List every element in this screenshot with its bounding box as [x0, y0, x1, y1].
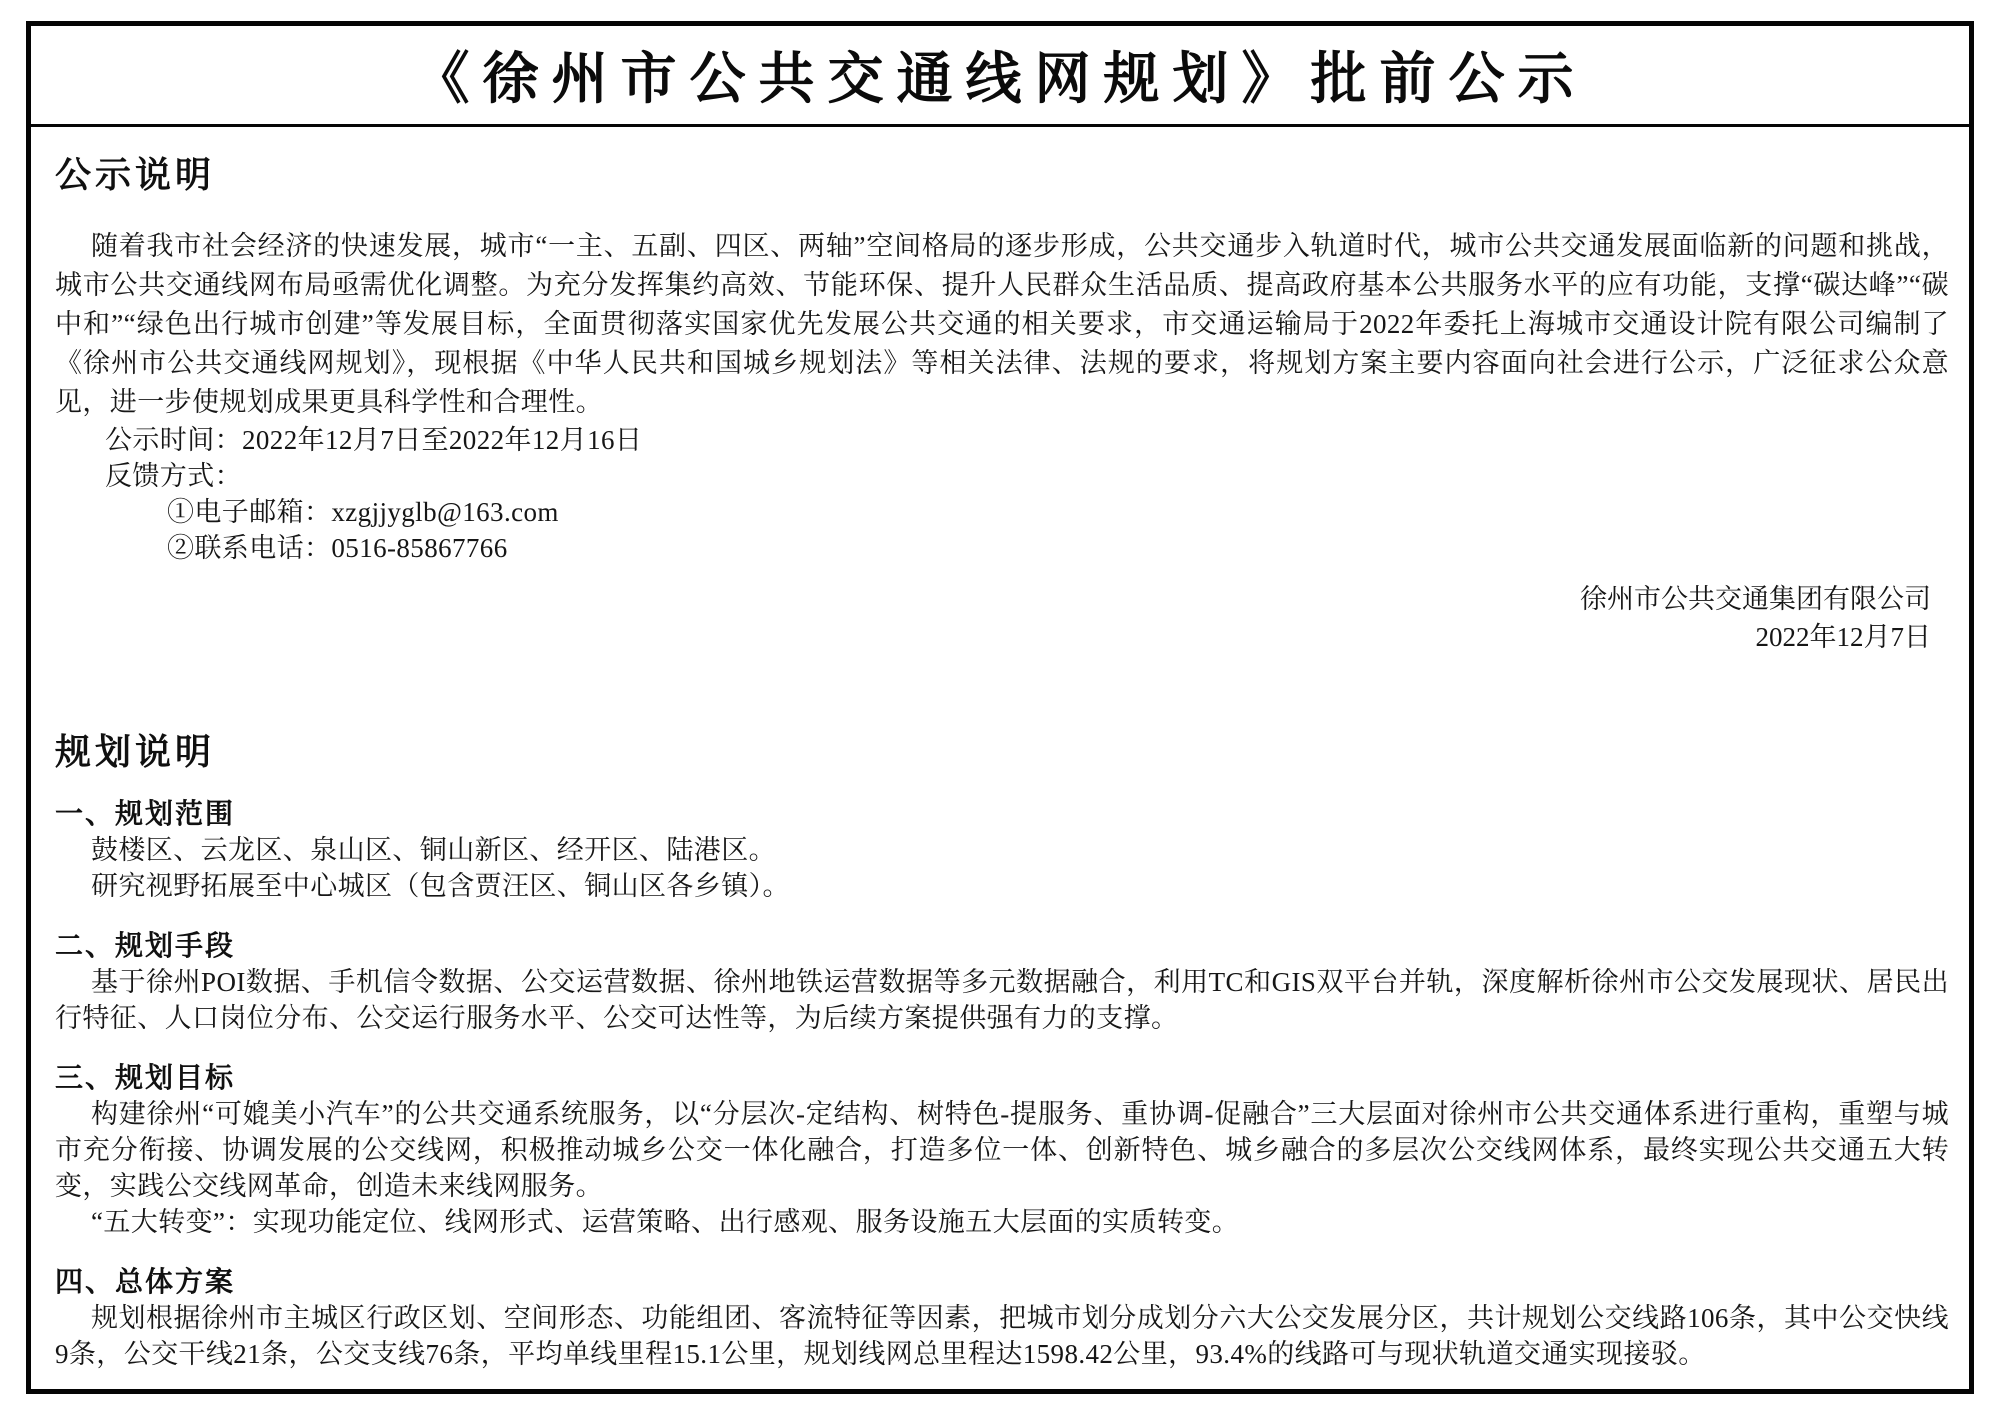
plan-item-paragraph: 规划根据徐州市主城区行政区划、空间形态、功能组团、客流特征等因素，把城市划分成划分六大公交发展分区，共计规划公交线路106条，其中公交快线9条，公交干线21条，公交支线76条，平均单线里程15.1公里，规划线网总里程达1598.42公里，93.4%的线路可与现状轨道交通实现接驳。 — [55, 1303, 1949, 1369]
signature-date: 2022年12月7日 — [1755, 622, 1931, 652]
plan-item-paragraph: “五大转变”：实现功能定位、线网形式、运营策略、出行感观、服务设施五大层面的实质转变。 — [91, 1207, 1240, 1237]
notice-period-line: 公示时间：2022年12月7日至2022年12月16日 — [105, 425, 643, 455]
document-header — [31, 26, 1969, 127]
plan-item-overall-scheme — [55, 1266, 1949, 1372]
section-notice-description — [55, 153, 1949, 656]
plan-item-title: 四、总体方案 — [55, 1267, 236, 1298]
signature-block — [55, 580, 1949, 656]
feedback-phone-line: ②联系电话：0516-85867766 — [167, 533, 508, 563]
plan-item-paragraph: 构建徐州“可媲美小汽车”的公共交通系统服务，以“分层次-定结构、树特色-提服务、重协调-促融合”三大层面对徐州市公共交通体系进行重构，重塑与城市充分衔接、协调发展的公交线网，积极推动城乡公交一体化融合，打造多位一体、创新特色、城乡融合的多层次公交线网体系，最终实现公共交通五大转变，实践公交线网革命，创造未来线网服务。 — [55, 1099, 1949, 1201]
notice-main-paragraph: 随着我市社会经济的快速发展，城市“一主、五副、四区、两轴”空间格局的逐步形成，公共交通步入轨道时代，城市公共交通发展面临新的问题和挑战，城市公共交通线网布局亟需优化调整。为充分发挥集约高效、节能环保、提升人民群众生活品质、提高政府基本公共服务水平的应有功能，支撑“碳达峰”“碳中和”“绿色出行城市创建”等发展目标，全面贯彻落实国家优先发展公共交通的相关要求，市交通运输局于2022年委托上海城市交通设计院有限公司编制了《徐州市公共交通线网规划》，现根据《中华人民共和国城乡规划法》等相关法律、法规的要求，将规划方案主要内容面向社会进行公示，广泛征求公众意见，进一步使规划成果更具科学性和合理性。 — [55, 231, 1949, 417]
feedback-method-label: 反馈方式： — [105, 461, 242, 491]
plan-item-title: 一、规划范围 — [55, 799, 236, 830]
document-body — [31, 127, 1969, 1372]
section-plan-description — [55, 730, 1949, 1372]
plan-item-methods — [55, 930, 1949, 1036]
document-frame — [26, 21, 1974, 1394]
plan-item-goals — [55, 1062, 1949, 1240]
plan-item-paragraph: 基于徐州POI数据、手机信令数据、公交运营数据、徐州地铁运营数据等多元数据融合，利用TC和GIS双平台并轨，深度解析徐州市公交发展现状、居民出行特征、人口岗位分布、公交运行服务水平、公交可达性等，为后续方案提供强有力的支撑。 — [55, 967, 1949, 1033]
document-title: 《徐州市公共交通线网规划》批前公示 — [413, 49, 1587, 111]
plan-item-scope — [55, 798, 1949, 904]
plan-item-title: 三、规划目标 — [55, 1063, 236, 1094]
notice-section-heading: 公示说明 — [55, 154, 216, 195]
signature-organization: 徐州市公共交通集团有限公司 — [1580, 584, 1931, 614]
plan-item-title: 二、规划手段 — [55, 931, 236, 962]
plan-item-paragraph: 鼓楼区、云龙区、泉山区、铜山新区、经开区、陆港区。 — [91, 835, 776, 865]
plan-section-heading: 规划说明 — [55, 731, 216, 772]
feedback-email-line: ①电子邮箱：xzgjjyglb@163.com — [167, 497, 559, 527]
plan-item-paragraph: 研究视野拓展至中心城区（包含贾汪区、铜山区各乡镇）。 — [91, 871, 790, 901]
